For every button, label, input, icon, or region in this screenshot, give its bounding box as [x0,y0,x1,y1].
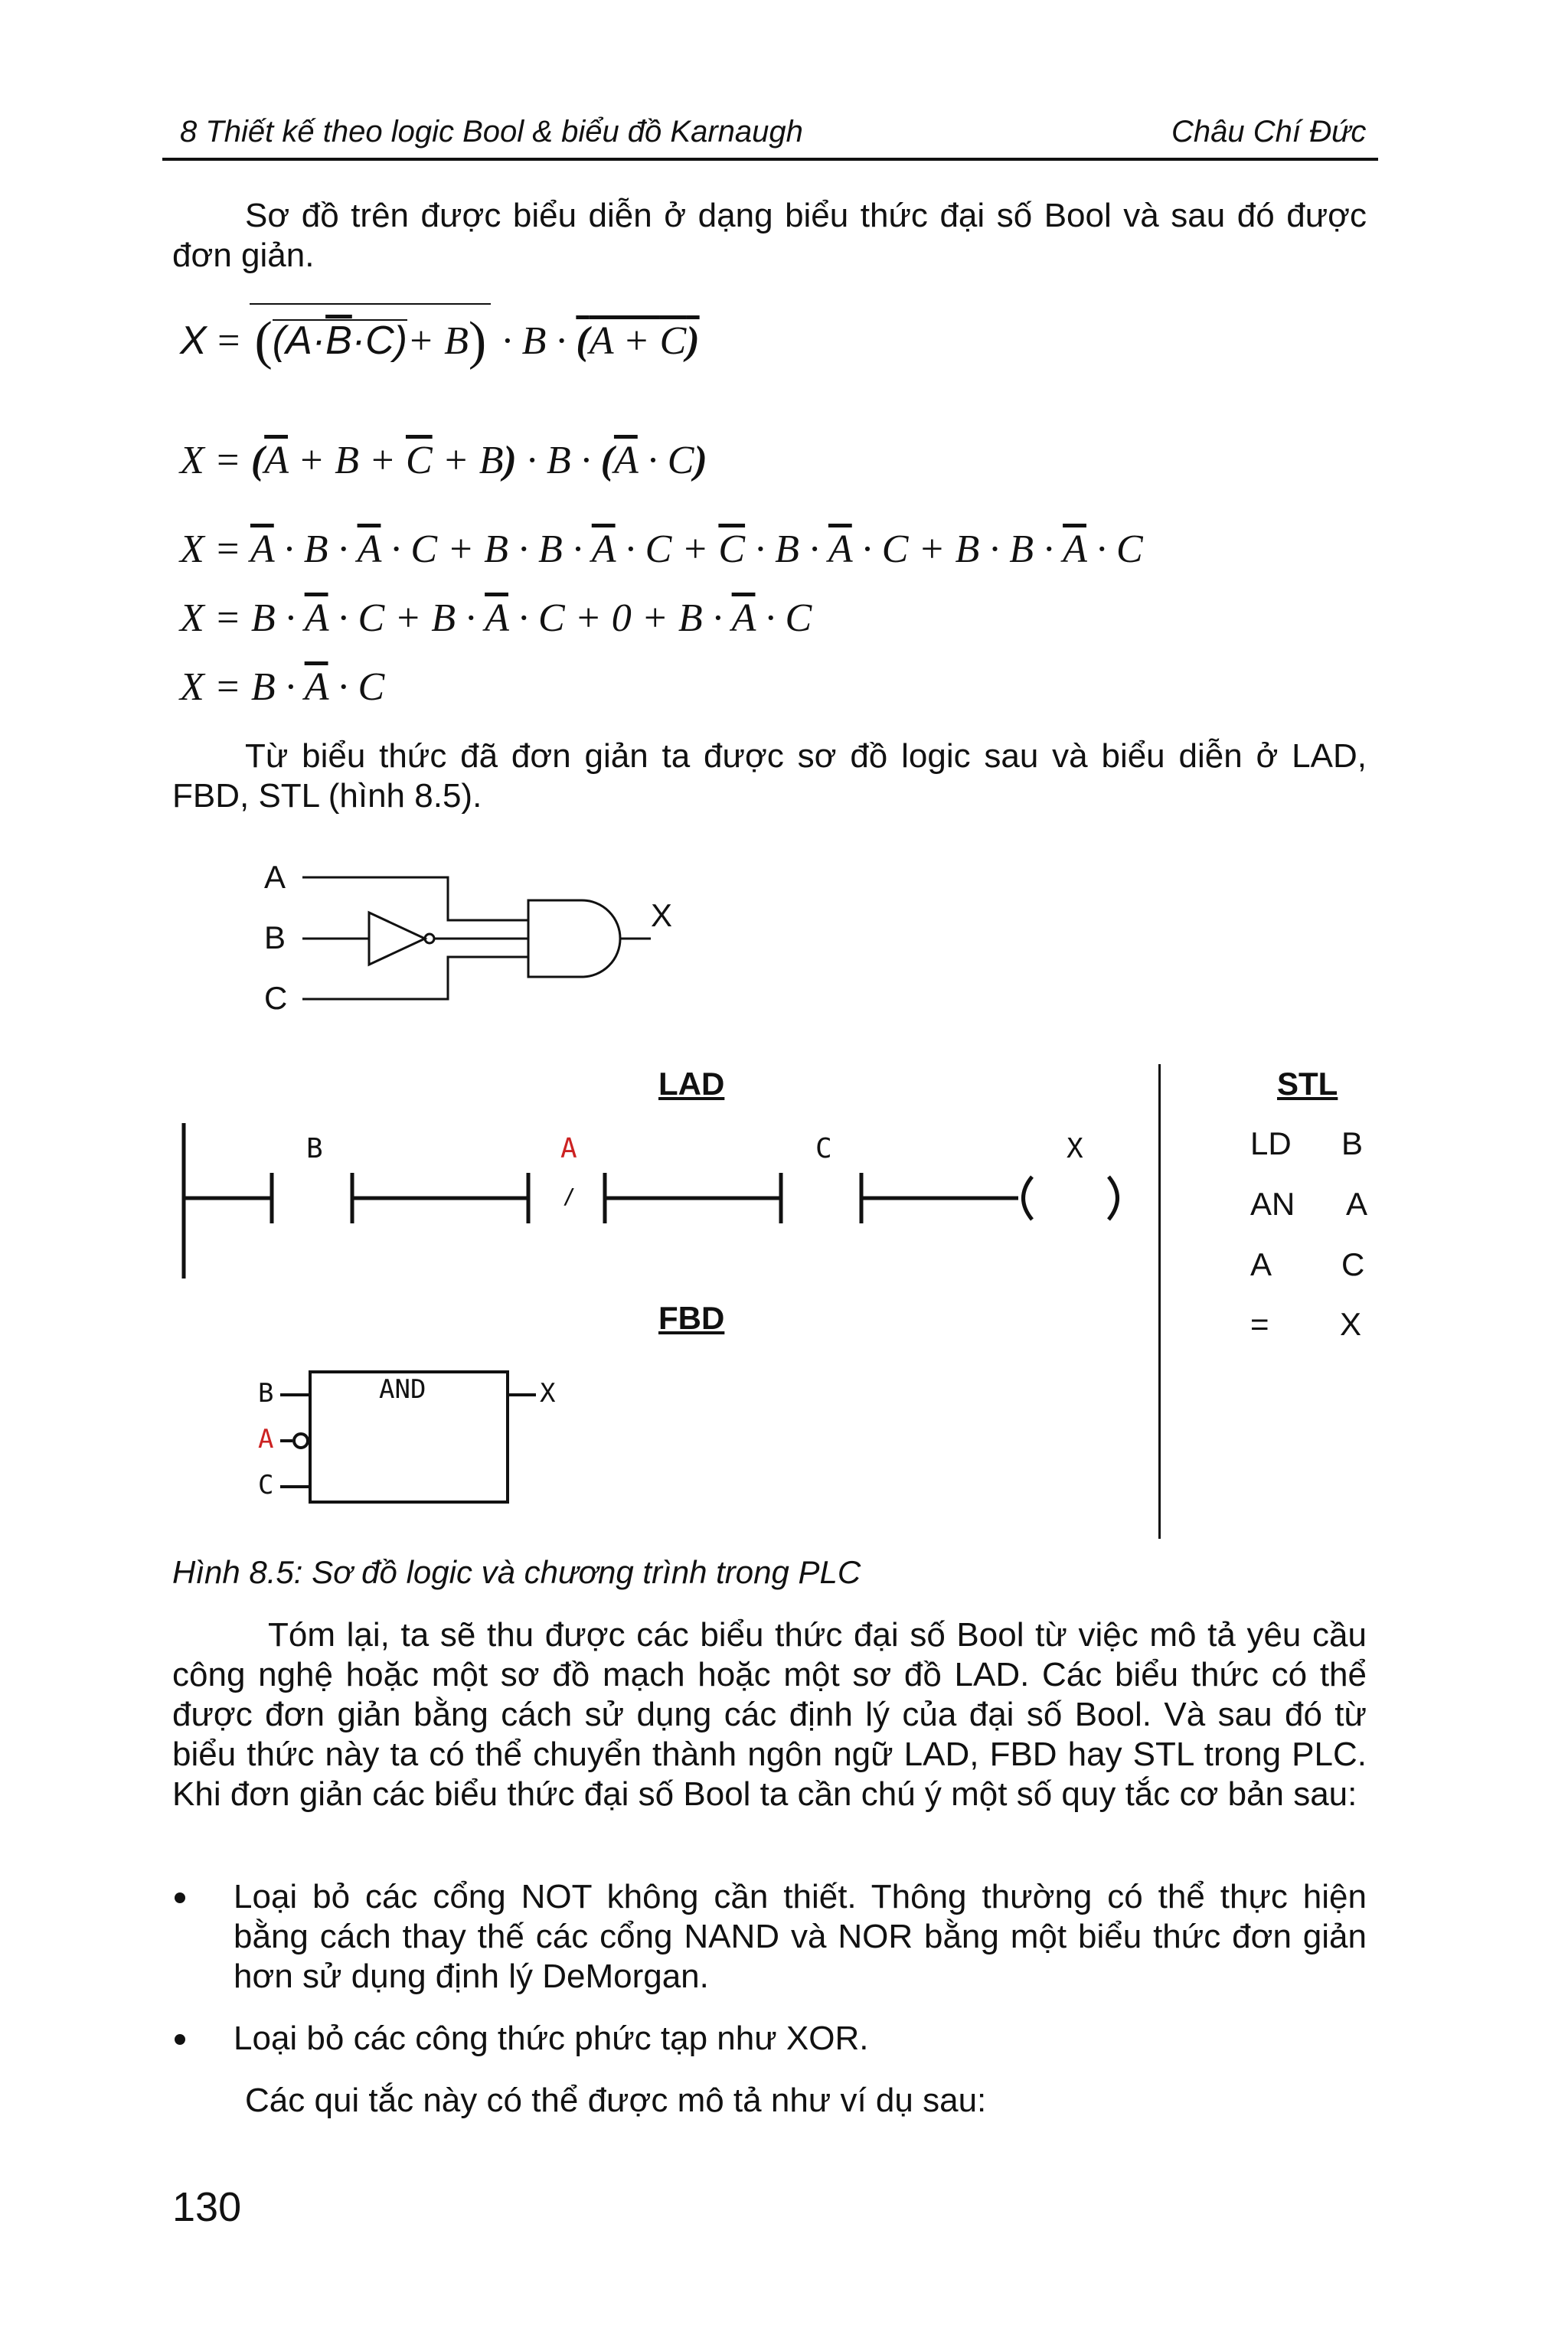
stl-arg-1: B [1341,1125,1364,1161]
running-header-title: 8 Thiết kế theo logic Bool & biểu đồ Karnaugh [180,115,803,149]
lad-negation-mark: / [563,1184,576,1209]
bullet-dot-1 [175,1892,185,1903]
running-header-author: Châu Chí Đức [1171,115,1367,149]
paragraph-2: Từ biểu thức đã đơn giản ta được sơ đồ logic sau và biểu diễn ở LAD, FBD, STL (hình 8.5). [172,737,1367,815]
fbd-input-c: C [258,1470,274,1501]
bullet-item-2: Loại bỏ các công thức phức tạp như XOR. [234,2020,869,2057]
bullet-dot-2 [175,2034,185,2045]
stl-arg-4: X [1340,1306,1362,1342]
equation-5: $X = B \cdot \overline{A} \cdot C$ [180,665,385,709]
fbd-negation-bubble [294,1434,308,1448]
figure-caption: Hình 8.5: Sơ đồ logic và chương trình trong PLC [172,1554,861,1590]
equation-3: $X = \overline{A} \cdot B \cdot \overline{A} \cdot C + B \cdot B \cdot \overline{A} \cdot C + \overline{C} \cdot B \cdot \overline{A} \cdot C + B \cdot B \cdot \overline{A} \cdot C$ [180,527,1143,571]
stl-arg-2: A [1346,1186,1368,1222]
fbd-input-a: A [258,1424,274,1455]
logic-output-x: X [651,897,673,933]
page-number: 130 [172,2184,242,2230]
lad-coil-x-label: X [1067,1133,1083,1164]
fbd-title: FBD [658,1300,725,1336]
lad-title: LAD [658,1066,725,1102]
intro-paragraph: Sơ đồ trên được biểu diễn ở dạng biểu thức đại số Bool và sau đó được đơn giản. [172,197,1367,274]
stl-title: STL [1277,1066,1338,1102]
paragraph-3: Tóm lại, ta sẽ thu được các biểu thức đại số Bool từ việc mô tả yêu cầu công nghệ hoặc một sơ đồ mạch hoặc một sơ đồ LAD. Các biểu thức có thể được đơn giản bằng cách sử dụng các định lý của đại số Bool. Và sau đó từ biểu thức này ta có thể chuyển thành ngôn ngữ LAD, FBD hay STL trong PLC. Khi đơn giản các biểu thức đại số Bool ta cần chú ý một số quy tắc cơ bản sau: [172,1616,1367,1813]
equation-4: $X = B \cdot \overline{A} \cdot C + B \cdot \overline{A} \cdot C + 0 + B \cdot \overline{A} \cdot C$ [180,596,812,640]
stl-op-2: AN [1250,1186,1295,1222]
fbd-block-label: AND [379,1374,426,1405]
stl-op-1: LD [1250,1125,1292,1161]
equation-1: X = ( $(A\cdot\overline{B}\cdot C)+ B) \cdot B \cdot (A + C)$ [180,306,700,367]
stl-op-4: = [1250,1306,1269,1342]
logic-input-c: C [264,980,288,1016]
stl-op-3: A [1250,1246,1272,1282]
logic-input-b: B [264,919,286,955]
closing-line: Các qui tắc này có thể được mô tả như ví dụ sau: [245,2082,987,2119]
lad-contact-c-label: C [815,1133,832,1164]
bullet-item-1: Loại bỏ các cổng NOT không cần thiết. Thông thường có thể thực hiện bằng cách thay thế các cổng NAND và NOR bằng một biểu thức đơn giản hơn sử dụng định lý DeMorgan. [234,1878,1367,1995]
lad-contact-a-label: A [560,1133,577,1164]
stl-arg-3: C [1341,1246,1365,1282]
lad-contact-b-label: B [306,1133,323,1164]
logic-input-a: A [264,859,286,895]
fbd-output-x: X [540,1378,556,1409]
equation-2: $X = (\overline{A} + B + \overline{C} + B) \cdot B \cdot (\overline{A} \cdot C)$ [180,439,707,482]
fbd-input-b: B [258,1378,274,1409]
